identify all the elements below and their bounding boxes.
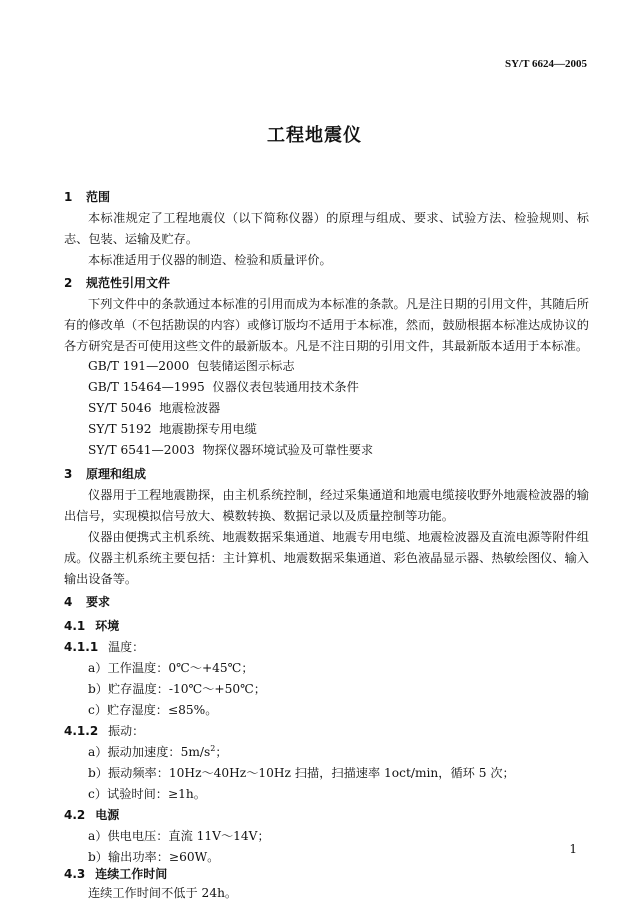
list-item: a）供电电压：直流 11V～14V； <box>88 829 270 843</box>
section-title: 规范性引用文件 <box>86 276 171 290</box>
subsection-4-1-1-heading <box>64 638 144 655</box>
body-text: 连续工作时间不低于 24h。 <box>88 886 238 900</box>
subsection-title: 电源 <box>95 808 120 822</box>
reference-code: GB/T 15464—1995 <box>88 380 205 394</box>
reference-name: 地震检波器 <box>159 401 221 415</box>
reference-item <box>88 399 220 416</box>
subsection-number: 4.1.2 <box>64 724 99 738</box>
subsection-number: 4.1.1 <box>64 640 99 654</box>
subsection-title: 振动： <box>108 724 145 738</box>
list-item: c）贮存湿度：≤85%。 <box>88 703 218 717</box>
list-item-suffix: ； <box>215 745 228 759</box>
list-item: b）振动频率：10Hz～40Hz～10Hz 扫描，扫描速率 1oct/min，循环 5 次； <box>88 766 515 780</box>
section-3-paragraph-1: 仪器用于工程地震勘探，由主机系统控制，经过采集通道和地震电缆接收野外地震检波器的输出信号，实现模拟信号放大、模数转换、数据记录以及质量控制等功能。 <box>64 488 589 523</box>
subsection-4-1-2-heading <box>64 722 144 739</box>
subsection-4-1-heading <box>64 617 119 634</box>
reference-name: 地震勘探专用电缆 <box>159 422 257 436</box>
standard-code-header: SY/T 6624—2005 <box>504 58 587 70</box>
section-3-paragraph-2: 仪器由便携式主机系统、地震数据采集通道、地震专用电缆、地震检波器及直流电源等附件组成。仪器主机系统主要包括：主计算机、地震数据采集通道、彩色液晶显示器、热敏绘图仪、输入输出设备等。 <box>64 530 589 586</box>
section-title: 原理和组成 <box>86 467 147 481</box>
subsection-title: 环境 <box>95 619 120 633</box>
list-item <box>88 743 228 760</box>
reference-item <box>88 420 257 437</box>
subsection-number: 4.1 <box>64 619 86 633</box>
superscript: 2 <box>210 743 216 753</box>
subsection-title: 连续工作时间 <box>95 867 168 881</box>
section-4-heading <box>64 593 110 610</box>
reference-item <box>88 378 359 395</box>
subsection-4-3-heading <box>64 865 167 882</box>
section-number: 2 <box>64 276 73 290</box>
section-title: 要求 <box>86 595 111 609</box>
list-item: c）试验时间：≥1h。 <box>88 787 206 801</box>
reference-code: SY/T 5046 <box>88 401 152 415</box>
reference-code: SY/T 5192 <box>88 422 152 436</box>
subsection-number: 4.3 <box>64 867 86 881</box>
page-title: 工程地震仪 <box>267 125 362 146</box>
section-2-paragraph: 下列文件中的条款通过本标准的引用而成为本标准的条款。凡是注日期的引用文件，其随后所有的修改单（不包括勘误的内容）或修订版均不适用于本标准，然而，鼓励根据本标准达成协议的各方研究是否可使用这些文件的最新版本。凡是不注日期的引用文件，其最新版本适用于本标准。 <box>64 297 589 353</box>
list-item: b）输出功率：≥60W。 <box>88 850 220 864</box>
section-1-paragraph-2: 本标准适用于仪器的制造、检验和质量评价。 <box>88 253 332 267</box>
section-2-heading <box>64 274 170 291</box>
reference-code: SY/T 6541—2003 <box>88 443 195 457</box>
reference-name: 仪器仪表包装通用技术条件 <box>212 380 359 394</box>
section-title: 范围 <box>86 190 111 204</box>
section-number: 1 <box>64 190 73 204</box>
reference-name: 物探仪器环境试验及可靠性要求 <box>202 443 374 457</box>
section-1-paragraph-1: 本标准规定了工程地震仪（以下简称仪器）的原理与组成、要求、试验方法、检验规则、标志、包装、运输及贮存。 <box>64 211 589 246</box>
section-number: 3 <box>64 467 73 481</box>
reference-item <box>88 441 373 458</box>
section-1-heading <box>64 188 110 205</box>
list-item: b）贮存温度：-10℃～+50℃； <box>88 682 266 696</box>
subsection-4-2-heading <box>64 806 119 823</box>
section-3-heading <box>64 465 146 482</box>
page-number: 1 <box>569 842 577 856</box>
list-item: a）工作温度：0℃～+45℃； <box>88 661 254 675</box>
subsection-title: 温度： <box>108 640 145 654</box>
reference-item <box>88 357 295 374</box>
reference-name: 包装储运图示标志 <box>197 359 295 373</box>
list-item-text: a）振动加速度：5m/s <box>88 745 211 759</box>
subsection-number: 4.2 <box>64 808 86 822</box>
reference-code: GB/T 191—2000 <box>88 359 190 373</box>
section-number: 4 <box>64 595 73 609</box>
